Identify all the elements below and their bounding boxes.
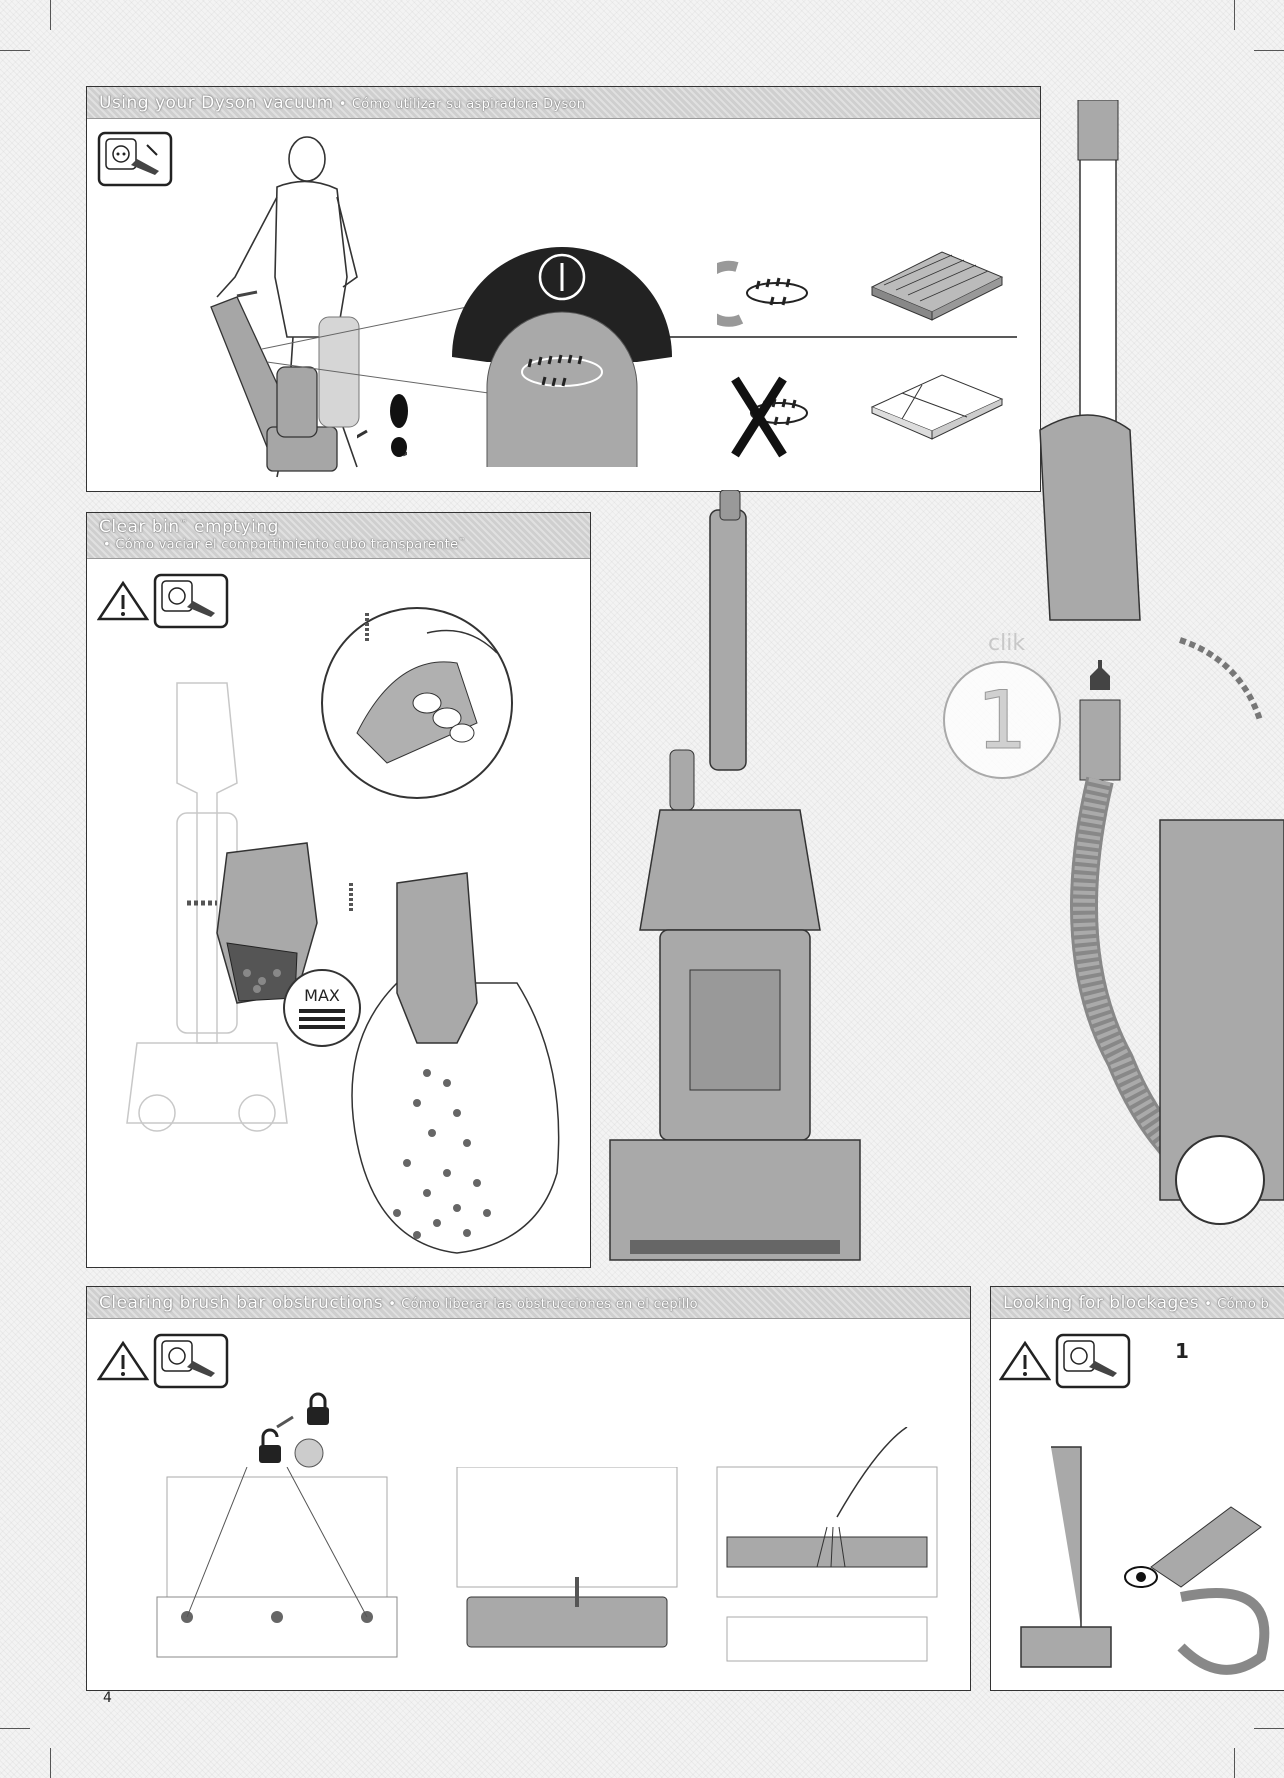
warning-triangle-icon (97, 579, 149, 623)
clear-bin-subtitle-tm: ™ (458, 537, 466, 545)
blockages-separator: • (1204, 1297, 1213, 1312)
brush-rotating-icon (717, 257, 817, 327)
plug-unplug-icon (1055, 1333, 1133, 1391)
plug-unplug-icon (153, 1333, 231, 1391)
crop-mark (0, 50, 30, 51)
brush-bar-step-1 (147, 1467, 407, 1677)
brush-bar-step-2 (447, 1467, 687, 1677)
mode-dial-illustration (447, 207, 677, 492)
plug-unplug-icon (153, 573, 231, 631)
clear-bin-title-end: emptying (194, 517, 279, 537)
blockages-title: Looking for blockages (1003, 1293, 1200, 1313)
brush-bar-separator: • (388, 1297, 397, 1312)
lock-icon (307, 1394, 329, 1425)
using-subtitle: Cómo utilizar su aspiradora Dyson (351, 97, 586, 112)
crop-mark (1254, 50, 1284, 51)
step-number-1: 1 (976, 674, 1028, 767)
crop-mark (50, 0, 51, 30)
page-number: 4 (103, 1690, 112, 1706)
warning-triangle-icon (97, 1339, 149, 1383)
clear-bin-bullet: • (103, 537, 111, 553)
footprint-icon (357, 387, 417, 467)
clear-bin-title: Clear bin (99, 517, 180, 537)
emptying-bin-illustration (337, 843, 587, 1263)
warning-triangle-icon (999, 1339, 1051, 1383)
blockages-subtitle: Cómo b (1217, 1297, 1270, 1312)
clear-bin-banner (87, 513, 590, 559)
crop-mark (1254, 1728, 1284, 1729)
clear-bin-subtitle: Cómo vaciar el compartimiento cubo transparente (115, 537, 459, 553)
release-button-zoom (317, 593, 517, 813)
click-label: clik (988, 631, 1026, 656)
clear-bin-panel (86, 512, 591, 1268)
crop-mark (0, 1728, 30, 1729)
blockages-panel (990, 1286, 1284, 1691)
brush-bar-title: Clearing brush bar obstructions (99, 1293, 384, 1313)
using-separator: • (338, 97, 347, 112)
blockages-step-number: 1 (1175, 1339, 1189, 1363)
crop-mark (1234, 0, 1235, 30)
brush-bar-step-3 (707, 1427, 947, 1677)
using-vacuum-panel (86, 86, 1041, 492)
clear-bin-tm: ™ (179, 518, 189, 528)
using-title: Using your Dyson vacuum (99, 93, 334, 113)
crop-mark (50, 1748, 51, 1778)
blockage-check-illustration (1001, 1427, 1284, 1677)
brush-bar-subtitle: Cómo liberar las obstrucciones en el cepillo (401, 1297, 698, 1312)
brush-bar-banner (87, 1287, 970, 1319)
crop-mark (1234, 1748, 1235, 1778)
upright-vacuum-illustration (600, 490, 960, 1270)
max-label: MAX (304, 986, 340, 1005)
blockages-banner (991, 1287, 1284, 1319)
wand-attach-illustration (940, 100, 1284, 1260)
brush-bar-panel (86, 1286, 971, 1691)
unlock-icon (259, 1430, 281, 1463)
brush-off-icon (727, 367, 817, 467)
